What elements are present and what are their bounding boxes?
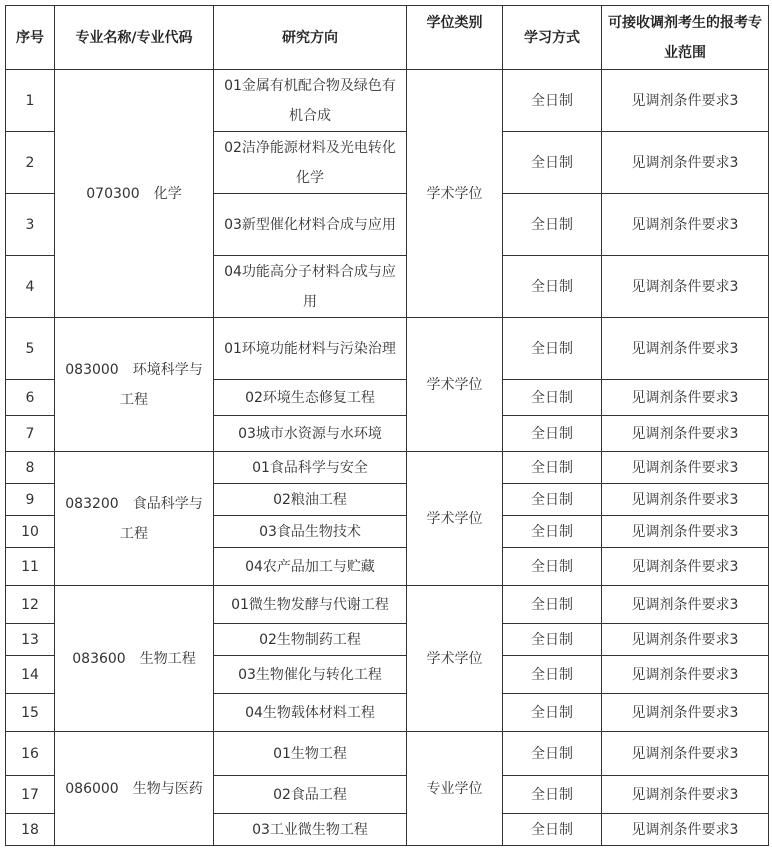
degree-cell: 学术学位 <box>407 318 503 452</box>
study-cell: 全日制 <box>503 814 602 846</box>
study-cell: 全日制 <box>503 318 602 380</box>
direction-cell: 04功能高分子材料合成与应用 <box>214 256 407 318</box>
header-major: 专业名称/专业代码 <box>55 6 214 70</box>
study-cell: 全日制 <box>503 132 602 194</box>
study-cell: 全日制 <box>503 776 602 814</box>
degree-cell: 学术学位 <box>407 586 503 732</box>
direction-cell: 03生物催化与转化工程 <box>214 656 407 694</box>
scope-cell: 见调剂条件要求3 <box>602 256 769 318</box>
scope-cell: 见调剂条件要求3 <box>602 416 769 452</box>
seq-cell: 12 <box>6 586 55 624</box>
seq-cell: 6 <box>6 380 55 416</box>
program-table <box>5 5 769 846</box>
scope-cell: 见调剂条件要求3 <box>602 132 769 194</box>
seq-cell: 2 <box>6 132 55 194</box>
seq-cell: 16 <box>6 732 55 776</box>
direction-cell: 03城市水资源与水环境 <box>214 416 407 452</box>
study-cell: 全日制 <box>503 586 602 624</box>
table-row <box>6 452 769 484</box>
scope-cell: 见调剂条件要求3 <box>602 194 769 256</box>
header-row <box>6 6 769 70</box>
seq-cell: 1 <box>6 70 55 132</box>
seq-cell: 18 <box>6 814 55 846</box>
direction-cell: 01环境功能材料与污染治理 <box>214 318 407 380</box>
study-cell: 全日制 <box>503 452 602 484</box>
major-cell: 083000 环境科学与工程 <box>55 318 214 452</box>
seq-cell: 13 <box>6 624 55 656</box>
study-cell: 全日制 <box>503 416 602 452</box>
study-cell: 全日制 <box>503 548 602 586</box>
table-row <box>6 70 769 132</box>
scope-cell: 见调剂条件要求3 <box>602 694 769 732</box>
degree-cell: 专业学位 <box>407 732 503 846</box>
scope-cell: 见调剂条件要求3 <box>602 732 769 776</box>
table-row <box>6 586 769 624</box>
seq-cell: 15 <box>6 694 55 732</box>
study-cell: 全日制 <box>503 624 602 656</box>
seq-cell: 8 <box>6 452 55 484</box>
header-direction: 研究方向 <box>214 6 407 70</box>
table-row <box>6 318 769 380</box>
major-cell: 070300 化学 <box>55 70 214 318</box>
degree-cell: 学术学位 <box>407 70 503 318</box>
direction-cell: 02洁净能源材料及光电转化化学 <box>214 132 407 194</box>
seq-cell: 5 <box>6 318 55 380</box>
seq-cell: 3 <box>6 194 55 256</box>
scope-cell: 见调剂条件要求3 <box>602 516 769 548</box>
study-cell: 全日制 <box>503 256 602 318</box>
seq-cell: 14 <box>6 656 55 694</box>
direction-cell: 01金属有机配合物及绿色有机合成 <box>214 70 407 132</box>
direction-cell: 03工业微生物工程 <box>214 814 407 846</box>
seq-cell: 17 <box>6 776 55 814</box>
major-cell: 083600 生物工程 <box>55 586 214 732</box>
header-degree: 学位类别 <box>407 6 503 70</box>
direction-cell: 01微生物发酵与代谢工程 <box>214 586 407 624</box>
major-cell: 086000 生物与医药 <box>55 732 214 846</box>
seq-cell: 7 <box>6 416 55 452</box>
study-cell: 全日制 <box>503 732 602 776</box>
scope-cell: 见调剂条件要求3 <box>602 380 769 416</box>
direction-cell: 02食品工程 <box>214 776 407 814</box>
major-cell: 083200 食品科学与工程 <box>55 452 214 586</box>
scope-cell: 见调剂条件要求3 <box>602 656 769 694</box>
header-study: 学习方式 <box>503 6 602 70</box>
seq-cell: 4 <box>6 256 55 318</box>
scope-cell: 见调剂条件要求3 <box>602 452 769 484</box>
direction-cell: 02生物制药工程 <box>214 624 407 656</box>
direction-cell: 02粮油工程 <box>214 484 407 516</box>
seq-cell: 10 <box>6 516 55 548</box>
study-cell: 全日制 <box>503 194 602 256</box>
seq-cell: 9 <box>6 484 55 516</box>
scope-cell: 见调剂条件要求3 <box>602 318 769 380</box>
study-cell: 全日制 <box>503 380 602 416</box>
scope-cell: 见调剂条件要求3 <box>602 70 769 132</box>
scope-cell: 见调剂条件要求3 <box>602 484 769 516</box>
direction-cell: 02环境生态修复工程 <box>214 380 407 416</box>
seq-cell: 11 <box>6 548 55 586</box>
direction-cell: 01生物工程 <box>214 732 407 776</box>
scope-cell: 见调剂条件要求3 <box>602 586 769 624</box>
study-cell: 全日制 <box>503 484 602 516</box>
scope-cell: 见调剂条件要求3 <box>602 776 769 814</box>
study-cell: 全日制 <box>503 656 602 694</box>
direction-cell: 01食品科学与安全 <box>214 452 407 484</box>
table-row <box>6 732 769 776</box>
scope-cell: 见调剂条件要求3 <box>602 548 769 586</box>
degree-cell: 学术学位 <box>407 452 503 586</box>
header-seq: 序号 <box>6 6 55 70</box>
header-scope: 可接收调剂考生的报考专业范围 <box>602 6 769 70</box>
study-cell: 全日制 <box>503 516 602 548</box>
study-cell: 全日制 <box>503 694 602 732</box>
direction-cell: 04生物载体材料工程 <box>214 694 407 732</box>
study-cell: 全日制 <box>503 70 602 132</box>
direction-cell: 04农产品加工与贮藏 <box>214 548 407 586</box>
direction-cell: 03食品生物技术 <box>214 516 407 548</box>
scope-cell: 见调剂条件要求3 <box>602 624 769 656</box>
direction-cell: 03新型催化材料合成与应用 <box>214 194 407 256</box>
scope-cell: 见调剂条件要求3 <box>602 814 769 846</box>
